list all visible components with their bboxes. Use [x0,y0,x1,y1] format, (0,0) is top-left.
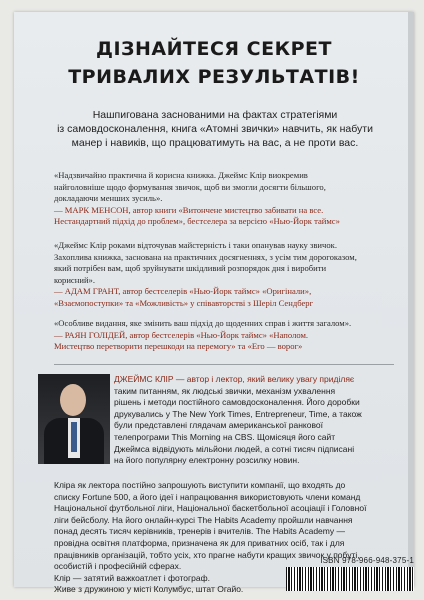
quote-line: найголовніше щодо формування звичок, щоб ви змогли досягти більшого, [54,181,326,192]
barcode-image [286,567,414,591]
quote-line: Захоплива книжка, заснована на практичних досягненнях, з усім тим дорогоказом, [54,251,357,262]
quote-line: «Джеймс Клір роками відточував майстерність і таки опанував науку звичок. [54,240,337,250]
bio-line: таким питанням, як людські звички, механізм ухвалення [114,385,336,396]
bio-line: друкувались у The New York Times, Entrepreneur, Time, а також [114,408,362,419]
bio-line: телепрограми This Morning на CBS. Щомісяця його сайт [114,431,336,442]
quote-line: «Надзвичайно практична й корисна книжка. Джеймс Клір виокремив [54,170,308,180]
intro-line: Нашпигована заснованими на фактах стратегіями [92,109,338,121]
intro-line: манер і навиків, що працюватимуть на вас, а не проти вас. [71,137,359,149]
bio-line: Джеймса відвідують мільйони людей, а сотні тисяч підписані [114,443,355,454]
section-divider [54,364,394,365]
quote-manson [54,170,399,228]
intro-line: із самовдосконалення, книга «Атомні звички» навчить, як набути [57,123,373,135]
bio-line: Живе з дружиною у місті Колумбус, штат Огайо. [54,584,244,595]
bio-line: Кліра як лектора постійно запрошують виступити компанії, що входять до [54,480,346,490]
quote-attribution: Нестандартний підхід до проблем», бестселера за версією «Нью-Йорк таймс» [54,216,340,227]
headline-line-1: ДІЗНАЙТЕСЯ СЕКРЕТ [96,38,332,60]
bio-line: були представлені глядачам американської ранкової [114,420,323,431]
quote-line: який потрібен вам, щоб зруйнувати шкідливий розпорядок дня і виробити [54,263,327,274]
book-back-cover [14,12,414,595]
intro-text [52,108,378,150]
quote-attribution: «Взаємопоступки» та «Можливість» у співавторстві з Шеріл Сендберг [54,297,314,308]
quote-attribution: — АДАМ ГРАНТ, автор бестселерів «Нью-Йорк таймс» «Оригінали», [54,286,312,297]
bio-line: понад десять тисяч керівників, тренерів і вчителів. The Habits Academy — [54,526,345,537]
quote-line: корисний». [54,274,95,285]
bio-line: працівників організацій, тобто усіх, хто прагне набути кращих звичок у побуті, [54,549,360,560]
bio-line: рішень і методи постійного самовдосконалення. Його доробки [114,397,360,408]
quote-attribution: — МАРК МЕНСОН, автор книги «Витончене мистецтво забивати на все. [54,204,324,215]
bio-line: на його популярну електронну розсилку новин. [114,455,300,466]
quote-holiday [54,318,399,353]
quote-attribution: — РАЯН ГОЛІДЕЙ, автор бестселерів «Нью-Йорк таймс» «Наполом. [54,329,309,340]
book-spine-edge [408,12,414,587]
bio-line: ДЖЕЙМС КЛІР — автор і лектор, який велику увагу приділяє [114,374,355,384]
quote-line: «Особливе видання, яке змінить ваш підхід до щоденних справ і життя загалом». [54,318,352,328]
bio-line: Національної футбольної ліги, Національної баскетбольної асоціації і Головної [54,503,367,514]
bio-line: провідна освітня платформа, призначена як для приватних осіб, так і для [54,537,345,548]
bio-line: особистій і професійній сферах. [54,561,182,572]
author-photo [38,374,110,464]
bio-line: Клір — затятий важкоатлет і фотограф. [54,572,210,583]
headline-line-2: ТРИВАЛИХ РЕЗУЛЬТАТІВ! [68,66,360,88]
quote-attribution: Мистецтво перетворити перешкоди на перемогу» та «Его — ворог» [54,341,303,352]
quote-line: докладаючи менших зусиль». [54,193,163,204]
bio-line: ліги бейсболу. На його онлайн-курсі The Habits Academy пройшли навчання [54,514,353,525]
bio-line: списку Fortune 500, а його ідеї і напрацювання використовують члени команд [54,491,361,502]
quote-grant [54,240,399,310]
author-bio-side [114,374,409,467]
isbn-label: ISBN 978-966-948-375-1 [320,556,414,565]
